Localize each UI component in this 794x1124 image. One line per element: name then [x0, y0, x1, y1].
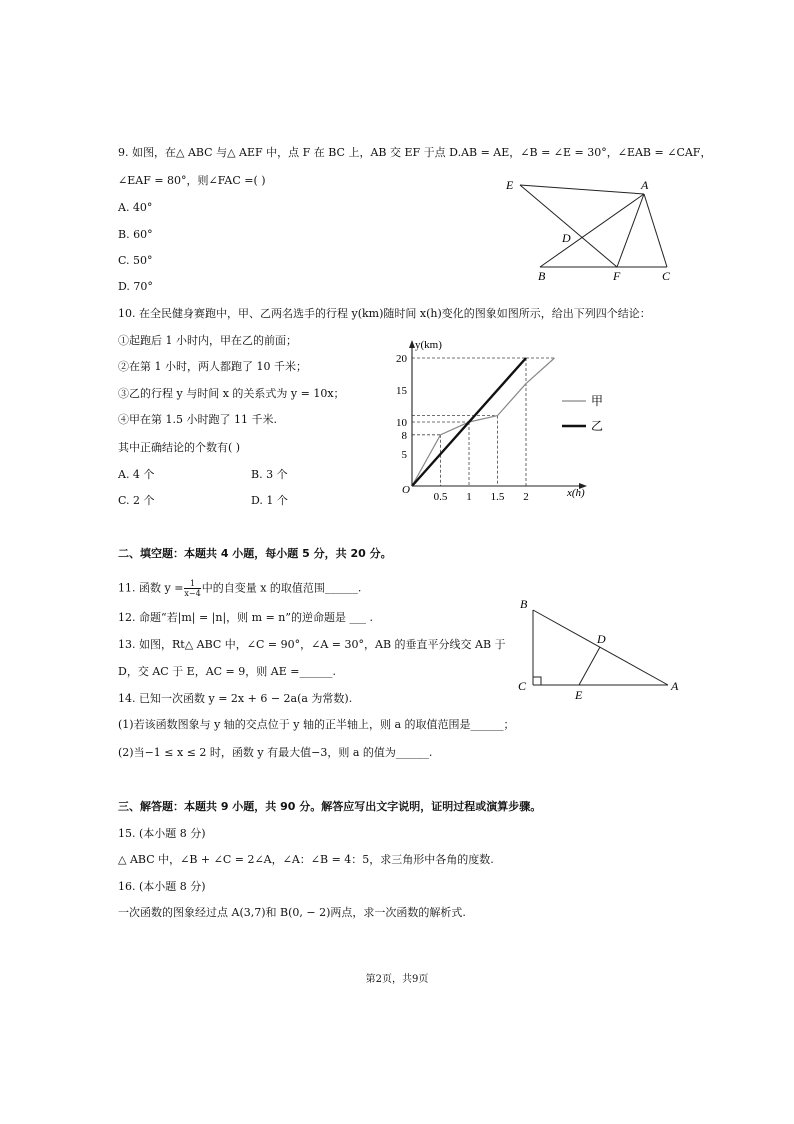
- y-tick-label-0: 5: [401, 449, 407, 461]
- chart-origin-label: O: [402, 484, 410, 496]
- q10-option-d: D. 1 个: [251, 494, 288, 507]
- q13-line1: 13. 如图，Rt△ ABC 中，∠C = 90°，∠A = 30°，AB 的垂直平分线交 AB 于: [118, 638, 506, 651]
- section3-heading: 三、解答题：本题共 9 小题，共 90 分。解答应写出文字说明，证明过程或演算步骤。: [118, 800, 542, 813]
- chart-xlabel: x(h): [567, 487, 585, 499]
- q9-option-c: C. 50°: [118, 254, 153, 267]
- q9-label-b: B: [538, 269, 546, 283]
- section2-heading: 二、填空题：本题共 4 小题，每小题 5 分，共 20 分。: [118, 547, 392, 560]
- q10-intro: 10. 在全民健身赛跑中，甲、乙两名选手的行程 y(km)随时间 x(h)变化的图象如图所示，给出下列四个结论：: [118, 307, 651, 320]
- y-tick-label-3: 15: [396, 385, 407, 397]
- y-tick-label-2: 10: [396, 417, 407, 429]
- x-tick-label-2: 1.5: [490, 491, 505, 503]
- q9-line2: ∠EAF = 80°，则∠FAC =( ): [118, 174, 266, 187]
- q9-label-a: A: [641, 178, 649, 192]
- chart-ylabel: y(km): [415, 339, 442, 351]
- q9-line1: 9. 如图，在△ ABC 与△ AEF 中，点 F 在 BC 上，AB 交 EF 于点 D.AB = AE，∠B = ∠E = 30°，∠EAB = ∠CAF，: [118, 146, 712, 159]
- q13-right-triangle-figure: [512, 595, 687, 700]
- y-tick-label-1: 8: [401, 429, 407, 442]
- q11-suffix: 中的自变量 x 的取值范围______.: [201, 581, 362, 595]
- q10-option-b: B. 3 个: [251, 468, 288, 481]
- q15-body: △ ABC 中，∠B + ∠C = 2∠A，∠A：∠B = 4：5，求三角形中各角的度数.: [118, 853, 494, 866]
- q11-denominator: x−4: [184, 589, 201, 598]
- x-tick-label-3: 2: [523, 491, 529, 503]
- y-tick-label-4: 20: [396, 353, 407, 365]
- q10-option-c: C. 2 个: [118, 494, 155, 507]
- legend-label-yi: 乙: [591, 419, 604, 433]
- chart-legend: [562, 394, 603, 433]
- q9-label-c: C: [662, 269, 671, 283]
- q16-title: 16. (本小题 8 分): [118, 880, 206, 893]
- q9-option-a: A. 40°: [118, 201, 153, 214]
- q10-option-a: A. 4 个: [118, 468, 155, 481]
- q14-line2: (1)若该函数图象与 y 轴的交点位于 y 轴的正半轴上，则 a 的取值范围是______；: [118, 718, 515, 731]
- q11: [118, 579, 361, 598]
- q9-triangle-figure: [495, 172, 695, 284]
- q13-label-d: D: [597, 632, 606, 646]
- q10-statement-3: ③乙的行程 y 与时间 x 的关系式为 y = 10x；: [118, 387, 345, 400]
- q9-label-f: F: [613, 269, 621, 283]
- q10-statement-2: ②在第 1 小时，两人都跑了 10 千米；: [118, 360, 307, 373]
- q10-question: 其中正确结论的个数有( ): [118, 441, 241, 454]
- q13-label-a: A: [671, 679, 679, 693]
- x-tick-label-1: 1: [466, 491, 472, 503]
- q11-numerator: 1: [184, 579, 200, 589]
- legend-label-jia: 甲: [591, 394, 604, 408]
- q10-statement-1: ①起跑后 1 小时内，甲在乙的前面；: [118, 334, 297, 347]
- q14-line3: (2)当−1 ≤ x ≤ 2 时，函数 y 有最大值−3，则 a 的值为______.: [118, 746, 433, 759]
- q11-prefix: 11. 函数 y =: [118, 581, 184, 595]
- q10-statement-4: ④甲在第 1.5 小时跑了 11 千米.: [118, 413, 277, 426]
- q16-body: 一次函数的图象经过点 A(3,7)和 B(0, − 2)两点，求一次函数的解析式.: [118, 906, 466, 919]
- q13-label-c: C: [518, 679, 527, 693]
- q9-label-e: E: [506, 178, 514, 192]
- q9-label-d: D: [562, 231, 571, 245]
- q9-option-d: D. 70°: [118, 280, 153, 293]
- q12: 12. 命题“若|m| = |n|，则 m = n”的逆命题是 ___ .: [118, 611, 373, 624]
- x-tick-label-0: 0.5: [433, 491, 448, 503]
- q10-distance-time-chart: [395, 333, 625, 503]
- q13-label-b: B: [520, 597, 528, 611]
- q15-title: 15. (本小题 8 分): [118, 827, 206, 840]
- page-footer: 第2页，共9页: [365, 974, 429, 985]
- q13-line2: D，交 AC 于 E，AC = 9，则 AE =______.: [118, 665, 336, 678]
- q9-option-b: B. 60°: [118, 228, 153, 241]
- q13-label-e: E: [575, 688, 583, 700]
- q11-fraction: [184, 579, 200, 598]
- q14-line1: 14. 已知一次函数 y = 2x + 6 − 2a(a 为常数).: [118, 692, 353, 705]
